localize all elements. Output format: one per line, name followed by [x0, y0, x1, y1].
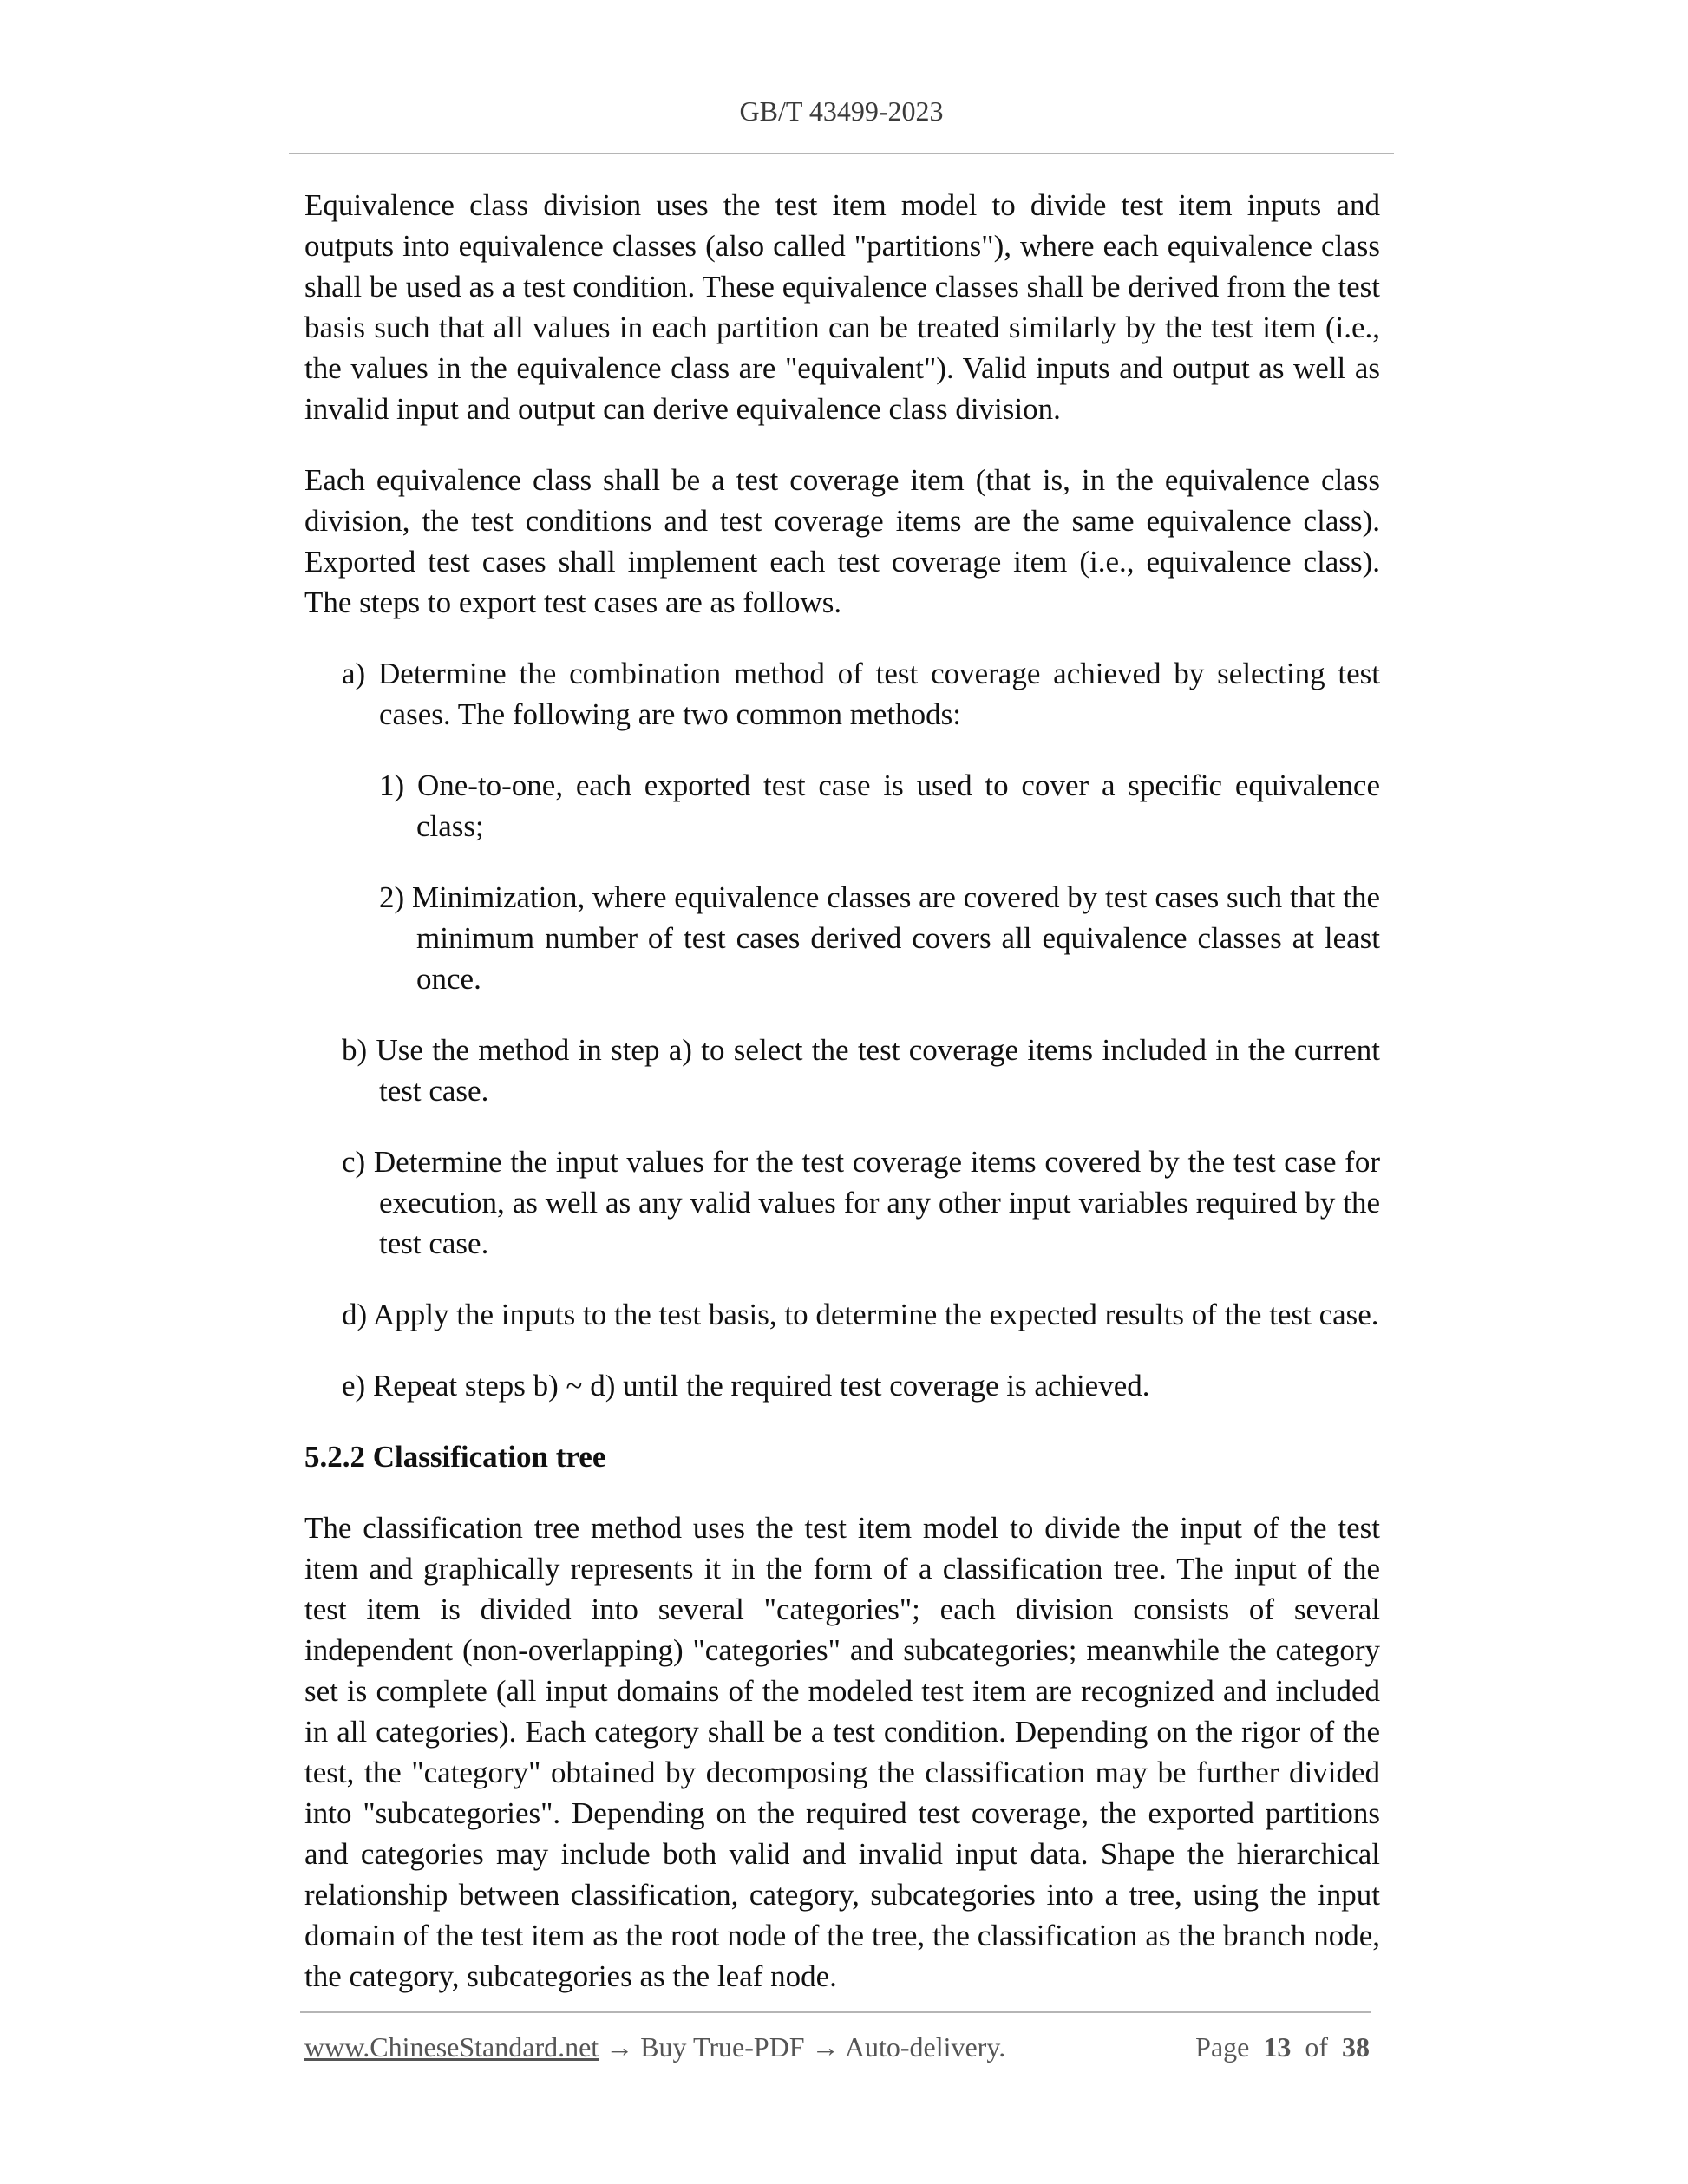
page-label: Page — [1195, 2031, 1250, 2063]
footer-promo — [304, 2031, 1005, 2063]
website-link[interactable]: www.ChineseStandard.net — [304, 2031, 599, 2063]
current-page-number: 13 — [1263, 2031, 1292, 2063]
arrow-right-icon: → — [605, 2031, 634, 2063]
document-body — [304, 185, 1380, 2027]
header-divider — [289, 153, 1394, 154]
footer-divider — [300, 2011, 1371, 2013]
paragraph-classification-tree: The classification tree method uses the test item model to divide the input of the test item and graphically represents it in the form of a classification tree. The input of the test item is divided into several "categories"; each division consists of several independent (non-overlapping) "categories" and subcategories; meanwhile the category set is complete (all input domains of the modeled test item are recognized and included in all categories). Each category shall be a test condition. Depending on the rigor of the test, the "category" obtained by decomposing the classification may be further divided into "subcategories". Depending on the required test coverage, the exported partitions and categories may include both valid and invalid input data. Shape the hierarchical relationship between classification, category, subcategories into a tree, using the input domain of the test item as the root node of the tree, the classification as the branch node, the category, subcategories as the leaf node. — [304, 1511, 1380, 1993]
step-d: d) Apply the inputs to the test basis, to determine the expected results of the test case. — [342, 1298, 1379, 1331]
of-label: of — [1305, 2031, 1328, 2063]
arrow-right-icon: → — [811, 2031, 840, 2063]
step-c: c) Determine the input values for the test coverage items covered by the test case for execution, as well as any valid values for any other input variables required by the test case. — [342, 1145, 1380, 1260]
step-e: e) Repeat steps b) ~ d) until the required test coverage is achieved. — [342, 1369, 1150, 1403]
step-a: a) Determine the combination method of test coverage achieved by selecting test cases. The following are two common methods: — [342, 657, 1380, 731]
paragraph-equivalence-coverage: Each equivalence class shall be a test coverage item (that is, in the equivalence class division, the test conditions and test coverage items are the same equivalence class). Exported test cases shall implement each test coverage item (i.e., equivalence class). The steps to export test cases are as follows. — [304, 463, 1380, 619]
auto-delivery-text: Auto-delivery. — [844, 2031, 1006, 2063]
page-indicator — [1195, 2031, 1370, 2063]
buy-pdf-text: Buy True-PDF — [640, 2031, 805, 2063]
step-a-method-1: 1) One-to-one, each exported test case is used to cover a specific equivalence class; — [379, 768, 1380, 843]
step-b: b) Use the method in step a) to select the test coverage items included in the current test case. — [342, 1033, 1380, 1108]
section-heading: 5.2.2 Classification tree — [304, 1440, 606, 1474]
document-header: GB/T 43499-2023 — [739, 95, 944, 127]
total-pages-number: 38 — [1342, 2031, 1370, 2063]
paragraph-equivalence-division: Equivalence class division uses the test item model to divide test item inputs and outputs into equivalence classes (also called "partitions"), where each equivalence class shall be used as a test condition. These equivalence classes shall be derived from the test basis such that all values in each partition can be treated similarly by the test item (i.e., the values in the equivalence class are "equivalent"). Valid inputs and output as well as invalid input and output can derive equivalence class division. — [304, 188, 1380, 426]
step-a-method-2: 2) Minimization, where equivalence classes are covered by test cases such that the minimum number of test cases derived covers all equivalence classes at least once. — [379, 880, 1380, 996]
